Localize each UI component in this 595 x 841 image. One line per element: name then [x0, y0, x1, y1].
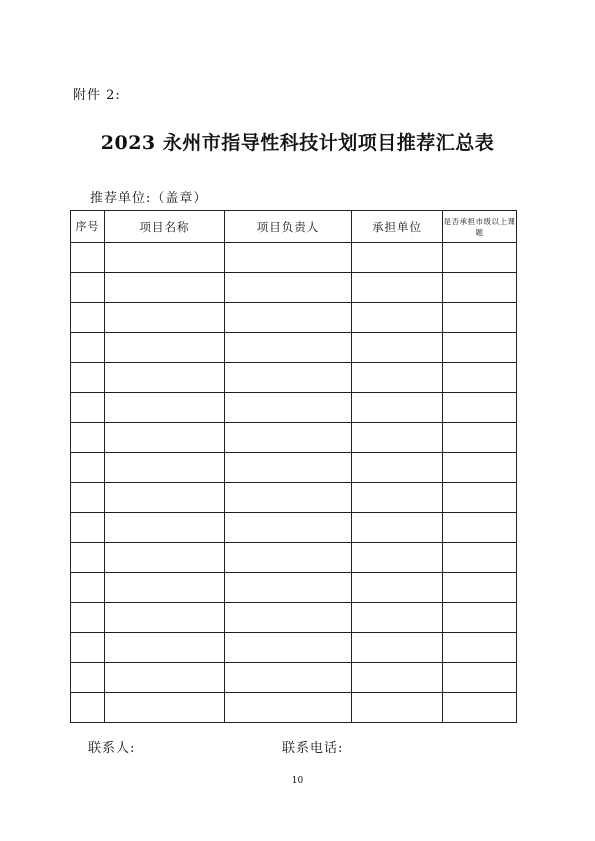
table-cell[interactable] — [105, 453, 225, 483]
header-undertaking-unit: 承担单位 — [352, 211, 443, 243]
recommend-unit-label: 推荐单位:（盖章） — [90, 191, 208, 206]
table-cell[interactable] — [443, 273, 517, 303]
table-cell[interactable] — [352, 483, 443, 513]
table-cell[interactable] — [225, 483, 352, 513]
table-row — [71, 513, 517, 543]
table-cell[interactable] — [105, 543, 225, 573]
table-cell[interactable] — [443, 303, 517, 333]
table-cell[interactable] — [443, 603, 517, 633]
table-cell[interactable] — [443, 483, 517, 513]
table-cell[interactable] — [352, 393, 443, 423]
table-cell[interactable] — [443, 363, 517, 393]
table-cell[interactable] — [352, 693, 443, 723]
table-cell[interactable] — [105, 333, 225, 363]
table-cell[interactable] — [225, 303, 352, 333]
page-title: 2023 永州市指导性科技计划项目推荐汇总表 — [100, 132, 495, 154]
header-project-name: 项目名称 — [105, 211, 225, 243]
table-cell[interactable] — [225, 693, 352, 723]
table-cell[interactable] — [105, 483, 225, 513]
table-cell[interactable] — [352, 543, 443, 573]
table-row — [71, 693, 517, 723]
table-cell[interactable] — [225, 393, 352, 423]
table-row — [71, 333, 517, 363]
table-cell[interactable] — [352, 423, 443, 453]
table-row — [71, 393, 517, 423]
table-cell[interactable] — [443, 393, 517, 423]
table-cell[interactable] — [225, 513, 352, 543]
table-cell[interactable] — [443, 543, 517, 573]
table-cell[interactable] — [443, 333, 517, 363]
table-cell[interactable] — [71, 243, 105, 273]
table-cell[interactable] — [225, 543, 352, 573]
table-cell[interactable] — [352, 363, 443, 393]
table-row — [71, 543, 517, 573]
table-cell[interactable] — [71, 543, 105, 573]
table-cell[interactable] — [225, 663, 352, 693]
table-cell[interactable] — [71, 513, 105, 543]
table-cell[interactable] — [105, 303, 225, 333]
table-cell[interactable] — [225, 633, 352, 663]
attachment-label: 附件 2: — [73, 88, 121, 103]
table-cell[interactable] — [225, 243, 352, 273]
table-cell[interactable] — [443, 453, 517, 483]
table-cell[interactable] — [105, 573, 225, 603]
table-cell[interactable] — [105, 513, 225, 543]
table-cell[interactable] — [352, 603, 443, 633]
phone-label: 联系电话: — [282, 741, 344, 756]
table-cell[interactable] — [105, 363, 225, 393]
table-cell[interactable] — [443, 513, 517, 543]
table-cell[interactable] — [352, 333, 443, 363]
table-row — [71, 243, 517, 273]
table-row — [71, 363, 517, 393]
table-cell[interactable] — [225, 573, 352, 603]
page-number: 10 — [291, 776, 304, 786]
table-cell[interactable] — [225, 453, 352, 483]
table-row — [71, 633, 517, 663]
summary-table — [70, 210, 517, 723]
table-row — [71, 573, 517, 603]
table-cell[interactable] — [71, 453, 105, 483]
table-cell[interactable] — [105, 273, 225, 303]
table-row — [71, 483, 517, 513]
table-cell[interactable] — [225, 603, 352, 633]
table-cell[interactable] — [443, 693, 517, 723]
table-cell[interactable] — [105, 693, 225, 723]
contact-label: 联系人: — [88, 741, 136, 756]
table-cell[interactable] — [105, 393, 225, 423]
table-cell[interactable] — [443, 663, 517, 693]
table-cell[interactable] — [71, 363, 105, 393]
table-cell[interactable] — [71, 393, 105, 423]
table-body — [71, 243, 517, 723]
table-cell[interactable] — [352, 633, 443, 663]
table-cell[interactable] — [71, 333, 105, 363]
table-cell[interactable] — [71, 303, 105, 333]
table-cell[interactable] — [105, 243, 225, 273]
table-cell[interactable] — [71, 693, 105, 723]
table-row — [71, 603, 517, 633]
table-row — [71, 663, 517, 693]
table-cell[interactable] — [225, 363, 352, 393]
table-cell[interactable] — [352, 273, 443, 303]
table-cell[interactable] — [105, 663, 225, 693]
table-cell[interactable] — [352, 303, 443, 333]
table-cell[interactable] — [105, 633, 225, 663]
table-cell[interactable] — [71, 573, 105, 603]
table-cell[interactable] — [71, 603, 105, 633]
table-cell[interactable] — [105, 603, 225, 633]
table-cell[interactable] — [71, 273, 105, 303]
table-cell[interactable] — [443, 243, 517, 273]
table-header-row — [71, 211, 517, 243]
table-cell[interactable] — [225, 423, 352, 453]
table-cell[interactable] — [352, 453, 443, 483]
table-cell[interactable] — [105, 423, 225, 453]
table-cell[interactable] — [443, 573, 517, 603]
table-cell[interactable] — [225, 333, 352, 363]
table-cell[interactable] — [71, 483, 105, 513]
header-project-leader: 项目负责人 — [225, 211, 352, 243]
table-row — [71, 423, 517, 453]
table-row — [71, 453, 517, 483]
table-cell[interactable] — [352, 573, 443, 603]
table-cell[interactable] — [443, 423, 517, 453]
table-cell[interactable] — [71, 663, 105, 693]
table-cell[interactable] — [352, 663, 443, 693]
header-seq: 序号 — [71, 211, 105, 243]
header-city-level-project: 是否承担市级以上课题 — [443, 211, 517, 243]
table-cell[interactable] — [352, 513, 443, 543]
table-cell[interactable] — [352, 243, 443, 273]
table-cell[interactable] — [71, 423, 105, 453]
table-cell[interactable] — [71, 633, 105, 663]
table-cell[interactable] — [443, 633, 517, 663]
table-row — [71, 273, 517, 303]
table-row — [71, 303, 517, 333]
table-cell[interactable] — [225, 273, 352, 303]
